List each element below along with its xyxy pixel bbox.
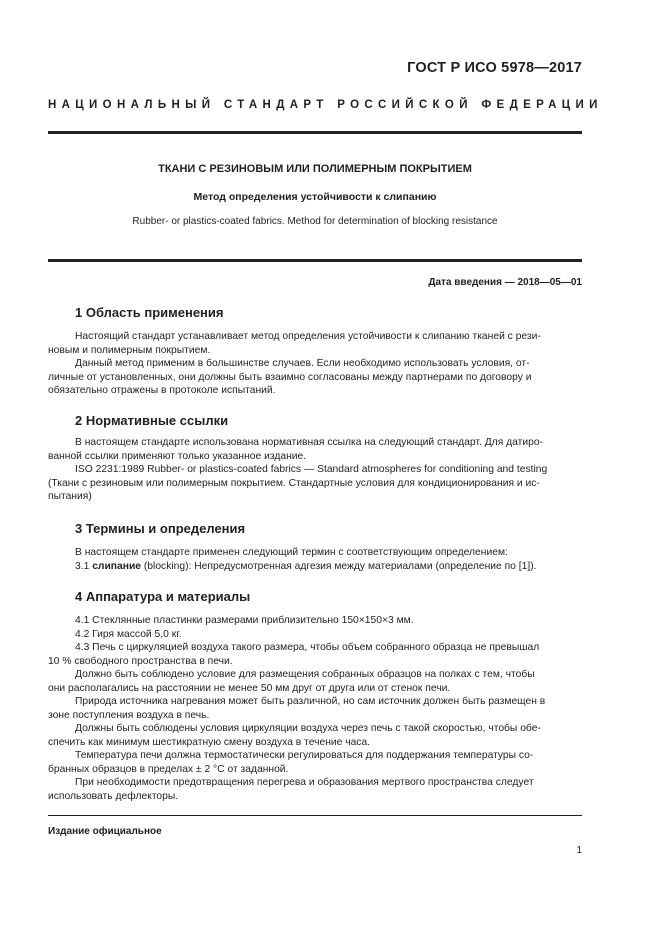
text-line: В настоящем стандарте применен следующий термин с соответствующим определением: bbox=[75, 547, 508, 558]
text-line: спечить как минимум шестикратную смену воздуха в течение часа. bbox=[48, 736, 371, 748]
text-line: бранных образцов в пределах ± 2 °С от заданной. bbox=[48, 763, 289, 775]
term-definition-text: (blocking): Непредусмотренная адгезия между материалами (определение по [1]). bbox=[141, 560, 537, 572]
text-line: Природа источника нагревания может быть различной, но сам источник должен быть размещен в bbox=[75, 696, 546, 707]
text-line: использовать дефлекторы. bbox=[48, 790, 179, 802]
text-line: 4.2 Гиря массой 5,0 кг. bbox=[75, 628, 182, 640]
text-line: обязательно отражены в протоколе испытаний. bbox=[48, 385, 276, 396]
text-line: Данный метод применим в большинстве случаев. Если необходимо использовать условия, от- bbox=[75, 358, 530, 369]
text-line: пытания) bbox=[48, 491, 92, 502]
text-line: Температура печи должна термостатически регулироваться для поддержания температуры со- bbox=[75, 750, 534, 761]
paragraph bbox=[48, 546, 582, 573]
paragraph bbox=[48, 614, 582, 803]
national-standard-banner: НАЦИОНАЛЬНЫЙ СТАНДАРТ РОССИЙСКОЙ ФЕДЕРАЦИИ bbox=[48, 99, 603, 111]
text-line: Должны быть соблюдены условия циркуляции воздуха через печь с такой скоростью, чтобы обе- bbox=[75, 723, 541, 734]
paragraph bbox=[48, 463, 582, 504]
text-line: 4.1 Стеклянные пластинки размерами приблизительно 150×150×3 мм. bbox=[75, 615, 414, 626]
section-heading: 1 Область применения bbox=[75, 305, 224, 320]
paragraph bbox=[48, 436, 582, 463]
document-title: ТКАНИ С РЕЗИНОВЫМ ИЛИ ПОЛИМЕРНЫМ ПОКРЫТИЕМ bbox=[158, 163, 472, 175]
standard-code: ГОСТ Р ИСО 5978—2017 bbox=[407, 60, 582, 76]
paragraph bbox=[48, 330, 582, 357]
term: слипание bbox=[92, 560, 142, 572]
introduction-date: Дата введения — 2018—05—01 bbox=[428, 277, 582, 288]
text-line: В настоящем стандарте использована нормативная ссылка на следующий стандарт. Для датиро- bbox=[75, 437, 543, 448]
term-definition bbox=[48, 560, 582, 574]
text-line: личные от установленных, они должны быть взаимно согласованы между партнерами по договору и bbox=[48, 371, 532, 383]
text-line: зоне поступления воздуха в печь. bbox=[48, 709, 210, 721]
text-line: ванной ссылки применяют только указанное издание. bbox=[48, 450, 307, 462]
section-heading: 2 Нормативные ссылки bbox=[75, 413, 229, 428]
section-heading: 4 Аппаратура и материалы bbox=[75, 589, 251, 604]
text-line: 10 % свободного пространства в печи. bbox=[48, 655, 233, 667]
text-line: Настоящий стандарт устанавливает метод определения устойчивости к слипанию тканей с рези- bbox=[75, 331, 541, 342]
text-line: Должно быть соблюдено условие для размещения собранных образцов на полках с тем, чтобы bbox=[75, 669, 535, 680]
text-line: 4.3 Печь с циркуляцией воздуха такого размера, чтобы объем собранного образца не превышал bbox=[75, 642, 540, 653]
document-subtitle: Метод определения устойчивости к слипанию bbox=[193, 191, 437, 203]
english-title: Rubber- or plastics-coated fabrics. Method for determination of blocking resistance bbox=[132, 216, 498, 227]
text-line: они располагались на расстоянии не менее 50 мм друг от друга или от стенок печи. bbox=[48, 682, 451, 694]
text-line: ISO 2231:1989 Rubber- or plastics-coated fabrics — Standard atmospheres for conditioning and testing bbox=[75, 464, 548, 475]
term-number: 3.1 bbox=[75, 560, 93, 572]
section-heading: 3 Термины и определения bbox=[75, 521, 246, 536]
top-rule bbox=[48, 131, 582, 134]
text-line: новым и полимерным покрытием. bbox=[48, 344, 211, 356]
paragraph bbox=[48, 357, 582, 398]
footer-rule bbox=[48, 815, 582, 816]
text-line: (Ткани с резиновым или полимерным покрытием. Стандартные условия для кондиционирования и ис- bbox=[48, 477, 540, 489]
text-line: При необходимости предотвращения перегрева и образования мертвого пространства следует bbox=[75, 777, 534, 788]
title-rule bbox=[48, 259, 582, 262]
official-edition-label: Издание официальное bbox=[48, 826, 162, 837]
page-number: 1 bbox=[576, 845, 582, 856]
